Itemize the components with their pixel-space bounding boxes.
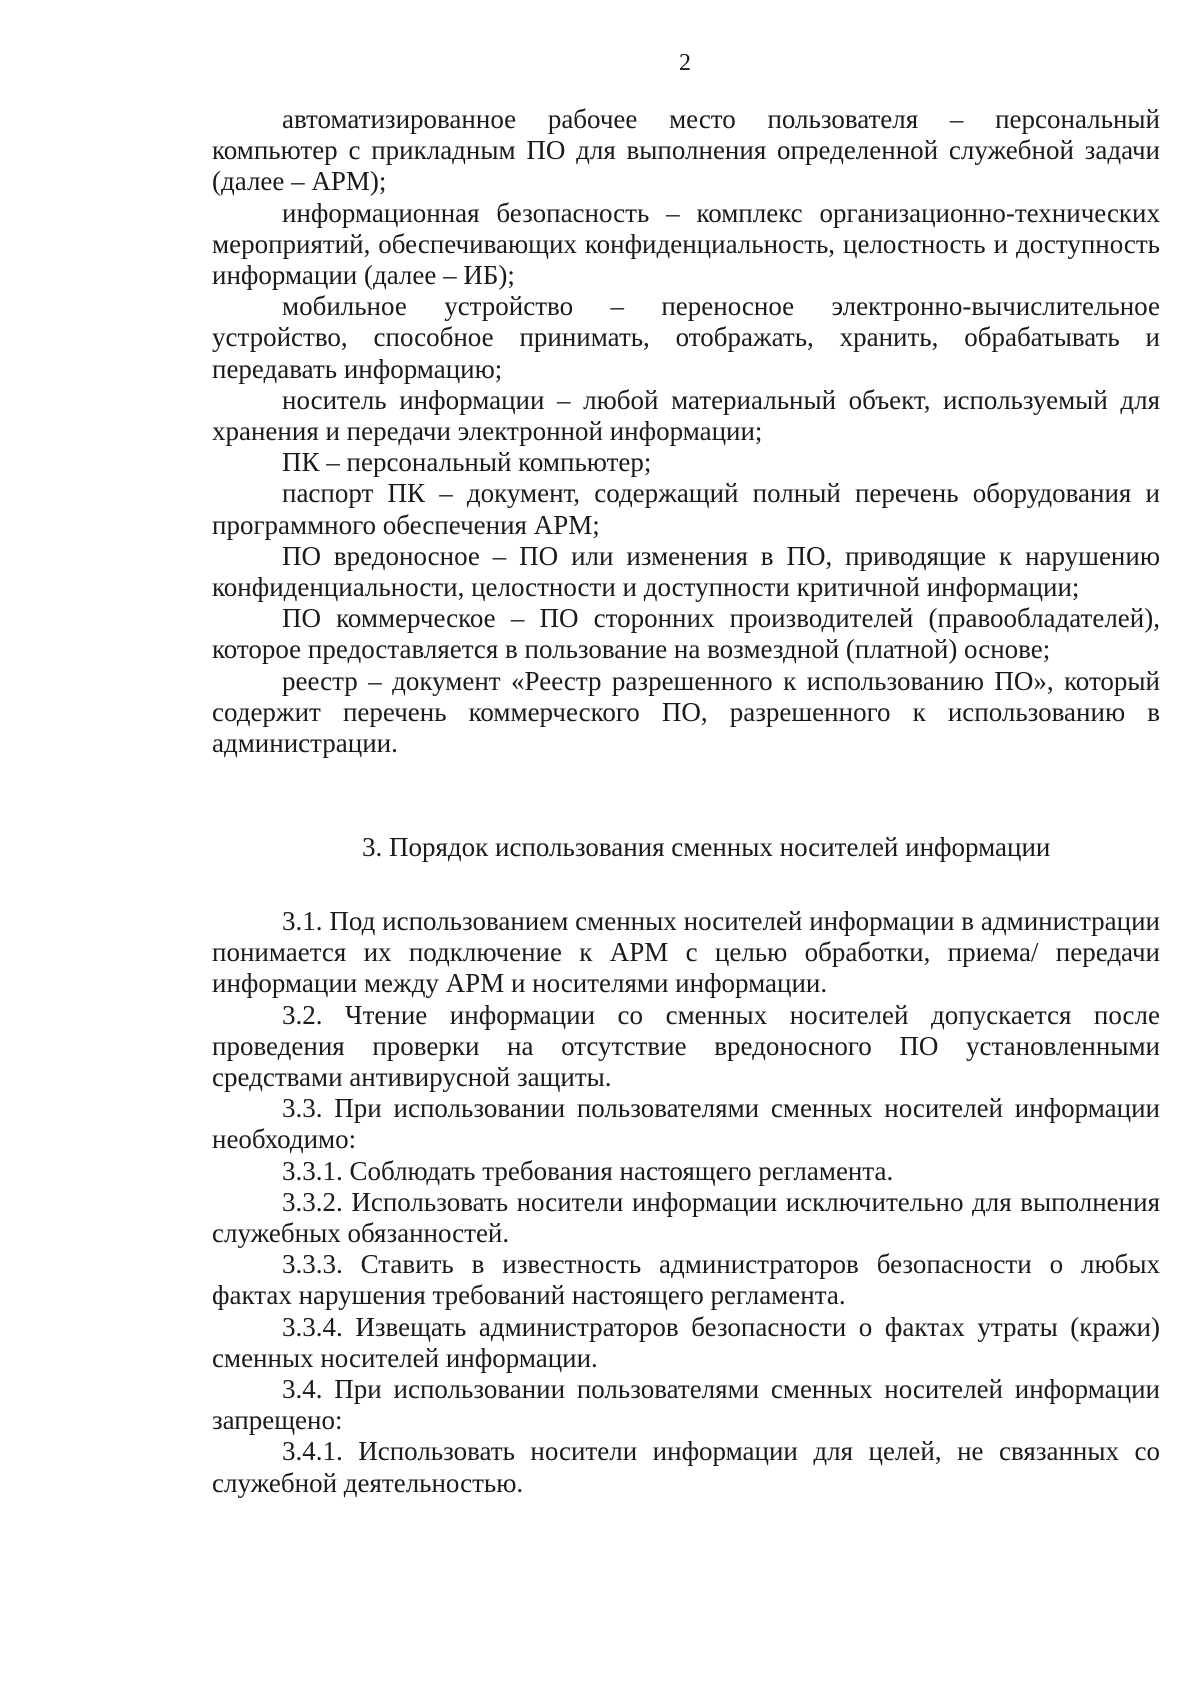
definition-item: мобильное устройство – переносное электронно-вычислительное устройство, способное принимать, отображать, хранить, обрабатывать и передавать информацию; [212, 291, 1160, 384]
section-items [212, 906, 1160, 1499]
section-item: 3.3.3. Ставить в известность администраторов безопасности о любых фактах нарушения требований настоящего регламента. [212, 1249, 1160, 1311]
section-item: 3.1. Под использованием сменных носителей информации в администрации понимается их подключение к АРМ с целью обработки, приема/ передачи информации между АРМ и носителями информации. [212, 906, 1160, 999]
definition-item: реестр – документ «Реестр разрешенного к использованию ПО», который содержит перечень коммерческого ПО, разрешенного к использованию в администрации. [212, 665, 1160, 759]
page-number: 2 [679, 50, 691, 76]
definition-item: автоматизированное рабочее место пользователя – персональный компьютер с прикладным ПО для выполнения определенной служебной задачи (далее – АРМ); [212, 104, 1160, 197]
definition-item: ПО вредоносное – ПО или изменения в ПО, приводящие к нарушению конфиденциальности, целостности и доступности критичной информации; [212, 540, 1160, 603]
section-item: 3.3.2. Использовать носители информации исключительно для выполнения служебных обязанностей. [212, 1186, 1160, 1249]
section-item: 3.3. При использовании пользователями сменных носителей информации необходимо: [212, 1093, 1160, 1155]
section-item: 3.3.4. Извещать администраторов безопасности о фактах утраты (кражи) сменных носителей информации. [212, 1311, 1160, 1373]
definition-item: носитель информации – любой материальный объект, используемый для хранения и передачи электронной информации; [212, 384, 1160, 447]
section-item: 3.4. При использовании пользователями сменных носителей информации запрещено: [212, 1374, 1160, 1436]
definition-item: ПО коммерческое – ПО сторонних производителей (правообладателей), которое предоставляется в пользование на возмездной (платной) основе; [212, 603, 1160, 665]
section-heading: 3. Порядок использования сменных носителей информации [362, 832, 1051, 862]
section-item: 3.4.1. Использовать носители информации для целей, не связанных со служебной деятельностью. [212, 1436, 1160, 1498]
definition-item: ПК – персональный компьютер; [282, 447, 652, 478]
section-item: 3.2. Чтение информации со сменных носителей допускается после проведения проверки на отсутствие вредоносного ПО установленными средствами антивирусной защиты. [212, 999, 1160, 1093]
definition-item: информационная безопасность – комплекс организационно-технических мероприятий, обеспечивающих конфиденциальность, целостность и доступность информации (далее – ИБ); [212, 197, 1160, 291]
section-item: 3.3.1. Соблюдать требования настоящего регламента. [282, 1155, 894, 1186]
definitions-list [212, 104, 1160, 759]
definition-item: паспорт ПК – документ, содержащий полный перечень оборудования и программного обеспечения АРМ; [212, 478, 1160, 540]
